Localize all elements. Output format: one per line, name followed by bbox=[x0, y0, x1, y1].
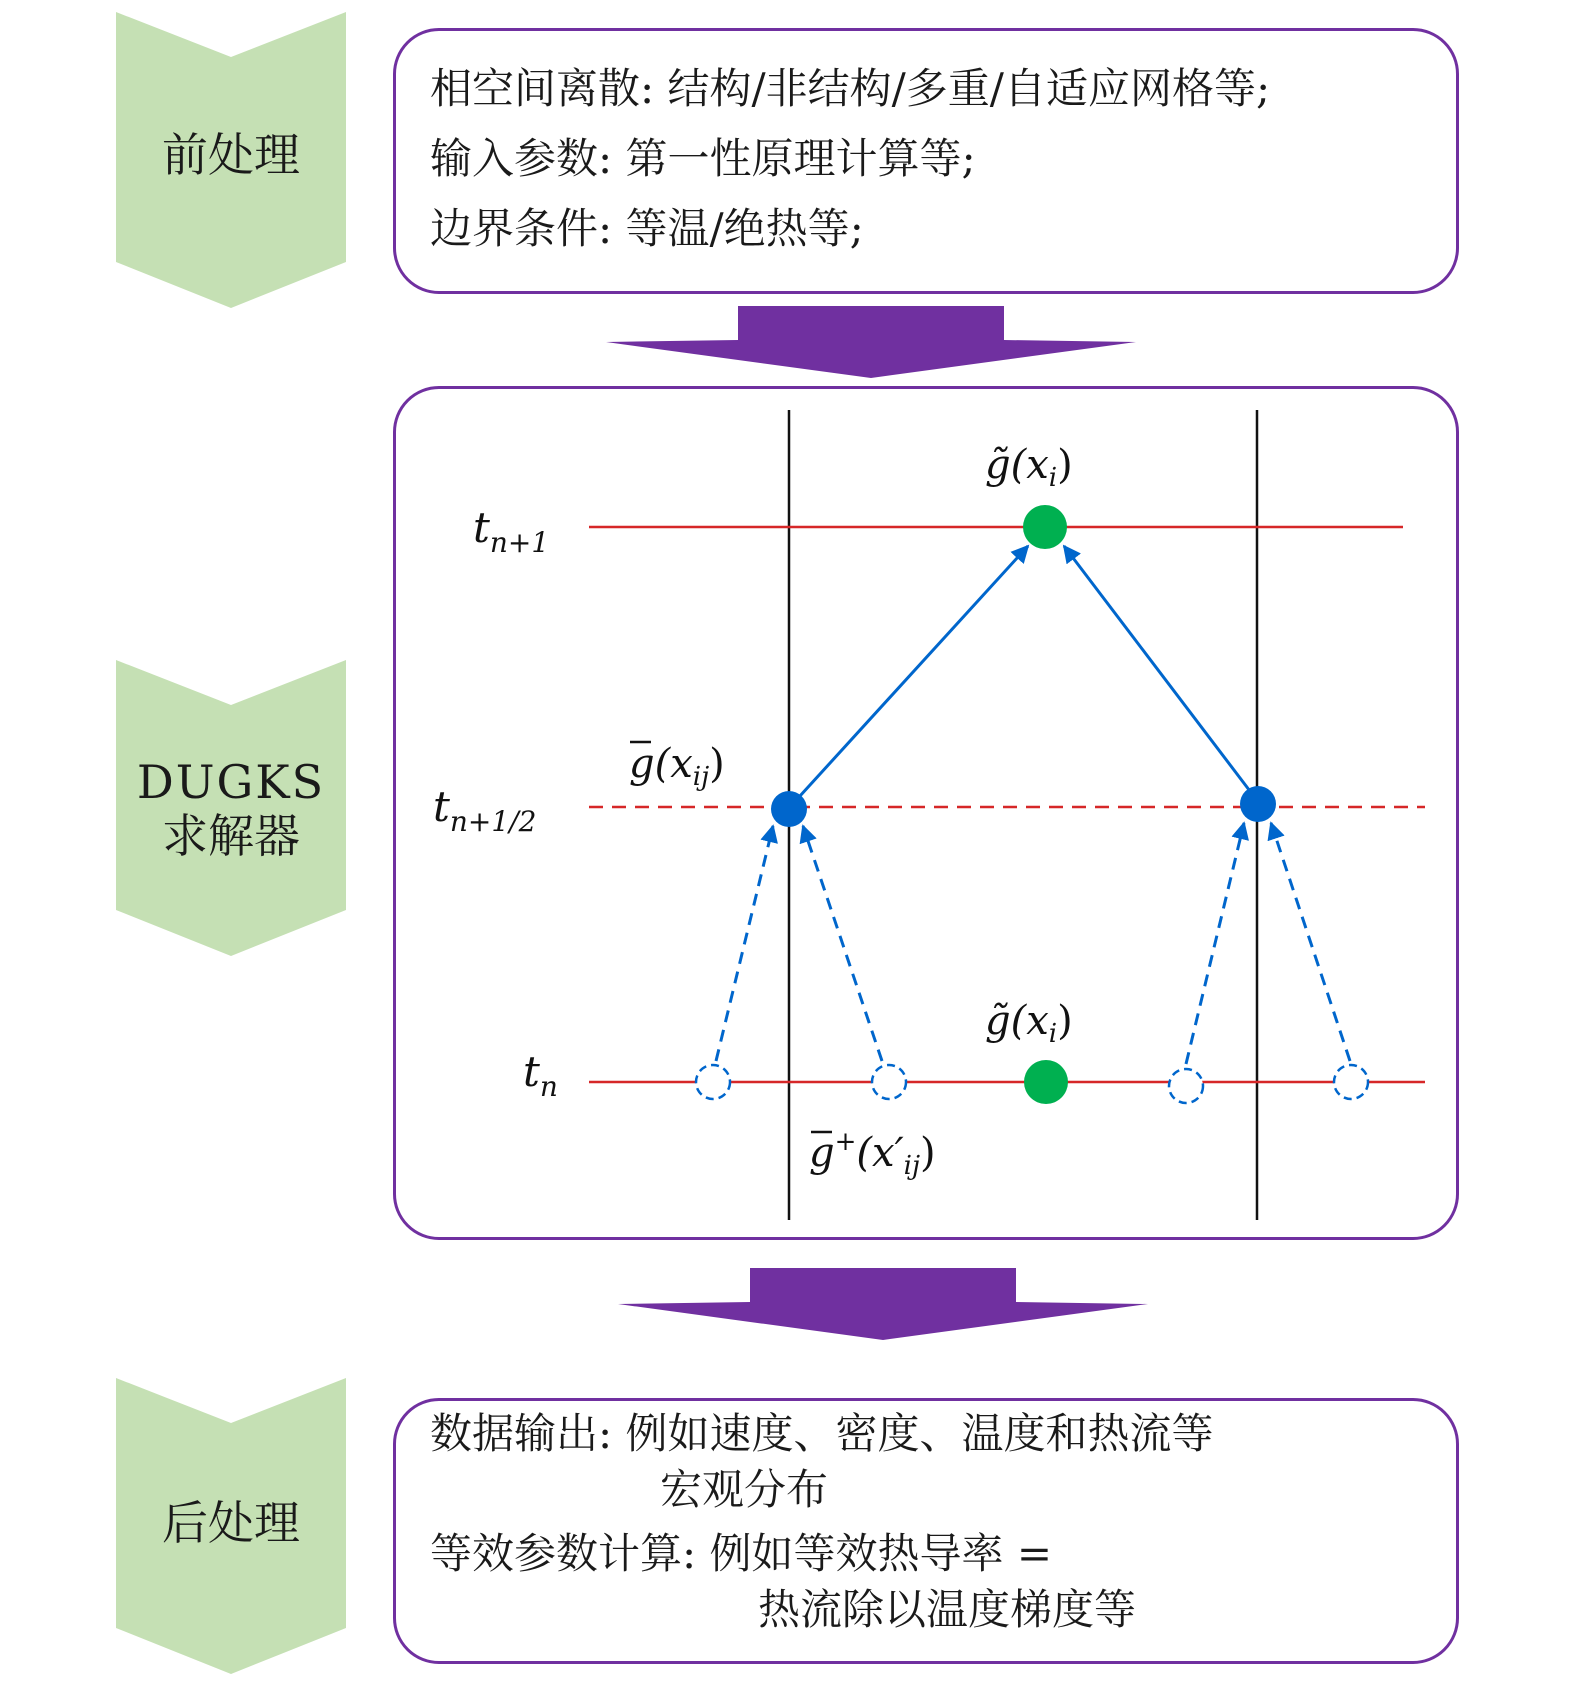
pre-line-boundary: 边界条件: 等温/绝热等; bbox=[430, 204, 864, 253]
post-line-macro-distribution: 宏观分布 bbox=[660, 1465, 829, 1514]
pre-processing-text bbox=[430, 54, 1270, 264]
hollow-point-4 bbox=[1334, 1065, 1368, 1099]
post-line-heat-flux-gradient: 热流除以温度梯度等 bbox=[758, 1585, 1137, 1634]
post-processing-text bbox=[430, 1406, 1214, 1638]
dashed-arrow-2 bbox=[803, 826, 882, 1061]
dashed-arrow-3 bbox=[1186, 823, 1244, 1064]
green-point-top bbox=[1023, 505, 1067, 549]
solver-stage-label bbox=[116, 755, 346, 863]
post-stage-label: 后处理 bbox=[162, 1496, 300, 1550]
hollow-point-3 bbox=[1169, 1069, 1203, 1103]
label-t-n-plus-half: $t_{n+1/2}$ bbox=[433, 782, 537, 838]
flow-arrow-down-1 bbox=[606, 306, 1136, 378]
label-t-n-plus-1: $t_{n+1}$ bbox=[473, 503, 550, 559]
blue-point-right bbox=[1240, 786, 1276, 822]
solver-stage-label-line1: DUGKS bbox=[136, 755, 326, 809]
label-g-tilde-top: $g̃(x_i)$ bbox=[985, 442, 1073, 493]
pre-stage-label: 前处理 bbox=[162, 128, 300, 182]
pre-line-input-params: 输入参数: 第一性原理计算等; bbox=[430, 134, 976, 183]
pre-line-discretization: 相空间离散: 结构/非结构/多重/自适应网格等; bbox=[430, 64, 1271, 113]
arrow-right-to-center bbox=[1064, 546, 1259, 803]
green-point-bottom bbox=[1024, 1060, 1068, 1104]
label-g-bar-plus: $g^+(x'_{ij})$ bbox=[809, 1127, 936, 1181]
hollow-point-2 bbox=[872, 1065, 906, 1099]
label-g-tilde-bottom: $g̃(x_i)$ bbox=[985, 998, 1073, 1049]
dashed-arrow-4 bbox=[1271, 823, 1350, 1061]
arrow-left-to-center bbox=[789, 546, 1028, 808]
blue-point-left bbox=[771, 791, 807, 827]
dugks-diagram bbox=[393, 386, 1459, 1240]
label-t-n: $t_n$ bbox=[523, 1047, 558, 1103]
dashed-arrow-1 bbox=[716, 826, 773, 1061]
post-line-data-output: 数据输出: 例如速度、密度、温度和热流等 bbox=[430, 1409, 1214, 1458]
label-g-bar: $g(x_{ij})$ bbox=[629, 741, 725, 792]
hollow-point-1 bbox=[696, 1065, 730, 1099]
solver-stage-label-line2: 求解器 bbox=[162, 809, 300, 863]
flow-arrow-down-2 bbox=[618, 1268, 1148, 1340]
post-line-effective-params: 等效参数计算: 例如等效热导率 = bbox=[430, 1529, 1053, 1578]
